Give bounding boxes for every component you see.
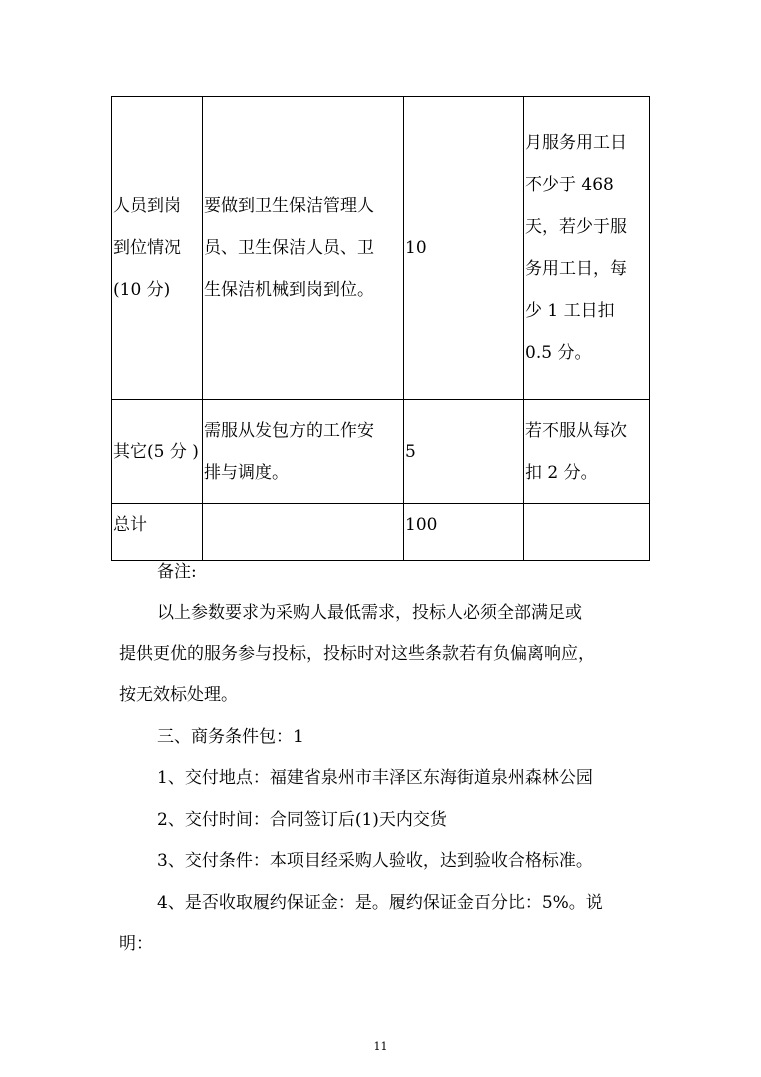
list-item: 2、交付时间：合同签订后(1)天内交货: [157, 810, 447, 830]
page-number: 11: [373, 1040, 388, 1053]
total-label-cell: 总计: [112, 504, 203, 561]
score-cell: 10: [404, 97, 524, 400]
deduction-cell: [524, 97, 650, 400]
requirement-line: 排与调度。: [204, 462, 289, 483]
requirement-line: 需服从发包方的工作安: [204, 420, 374, 441]
item-cell: [112, 97, 203, 400]
list-item-continuation: 明：: [119, 934, 153, 954]
deduction-cell: [524, 504, 650, 561]
requirement-cell: [203, 504, 404, 561]
note-body-line: 按无效标处理。: [119, 685, 238, 705]
deduction-line: 少 1 工日扣: [525, 301, 615, 321]
note-body-line: 提供更优的服务参与投标，投标时对这些条款若有负偏离响应，: [119, 644, 595, 664]
list-item: 1、交付地点：福建省泉州市丰泽区东海街道泉州森林公园: [157, 768, 593, 788]
note-label: 备注:: [157, 562, 197, 582]
section-heading: 三、商务条件包：1: [157, 727, 304, 747]
deduction-line: 若不服从每次: [525, 420, 627, 441]
table-row: [112, 97, 650, 400]
item-line: 到位情况: [113, 238, 181, 258]
item-line: (10 分): [113, 280, 171, 300]
deduction-line: 不少于 468: [525, 175, 614, 195]
requirement-line: 生保洁机械到岗到位。: [204, 280, 374, 300]
deduction-line: 月服务用工日: [525, 133, 627, 153]
deduction-line: 扣 2 分。: [525, 462, 598, 483]
total-score-cell: 100: [404, 504, 524, 561]
item-line: 其它(5 分 ): [113, 441, 199, 462]
deduction-line: 0.5 分。: [525, 343, 592, 363]
list-item: 3、交付条件：本项目经采购人验收，达到验收合格标准。: [157, 851, 593, 871]
requirement-cell: [203, 400, 404, 504]
scoring-table: [111, 96, 650, 561]
note-body-line: 以上参数要求为采购人最低需求，投标人必须全部满足或: [157, 603, 582, 623]
list-item: 4、是否收取履约保证金：是。履约保证金百分比：5%。说: [157, 893, 603, 913]
requirement-line: 要做到卫生保洁管理人: [204, 196, 374, 216]
deduction-cell: [524, 400, 650, 504]
requirement-cell: [203, 97, 404, 400]
requirement-line: 员、卫生保洁人员、卫: [204, 238, 374, 258]
score-cell: 5: [404, 400, 524, 504]
item-line: 人员到岗: [113, 196, 181, 216]
table-row: [112, 400, 650, 504]
deduction-line: 务用工日，每: [525, 259, 627, 279]
deduction-line: 天，若少于服: [525, 217, 627, 237]
item-cell: [112, 400, 203, 504]
